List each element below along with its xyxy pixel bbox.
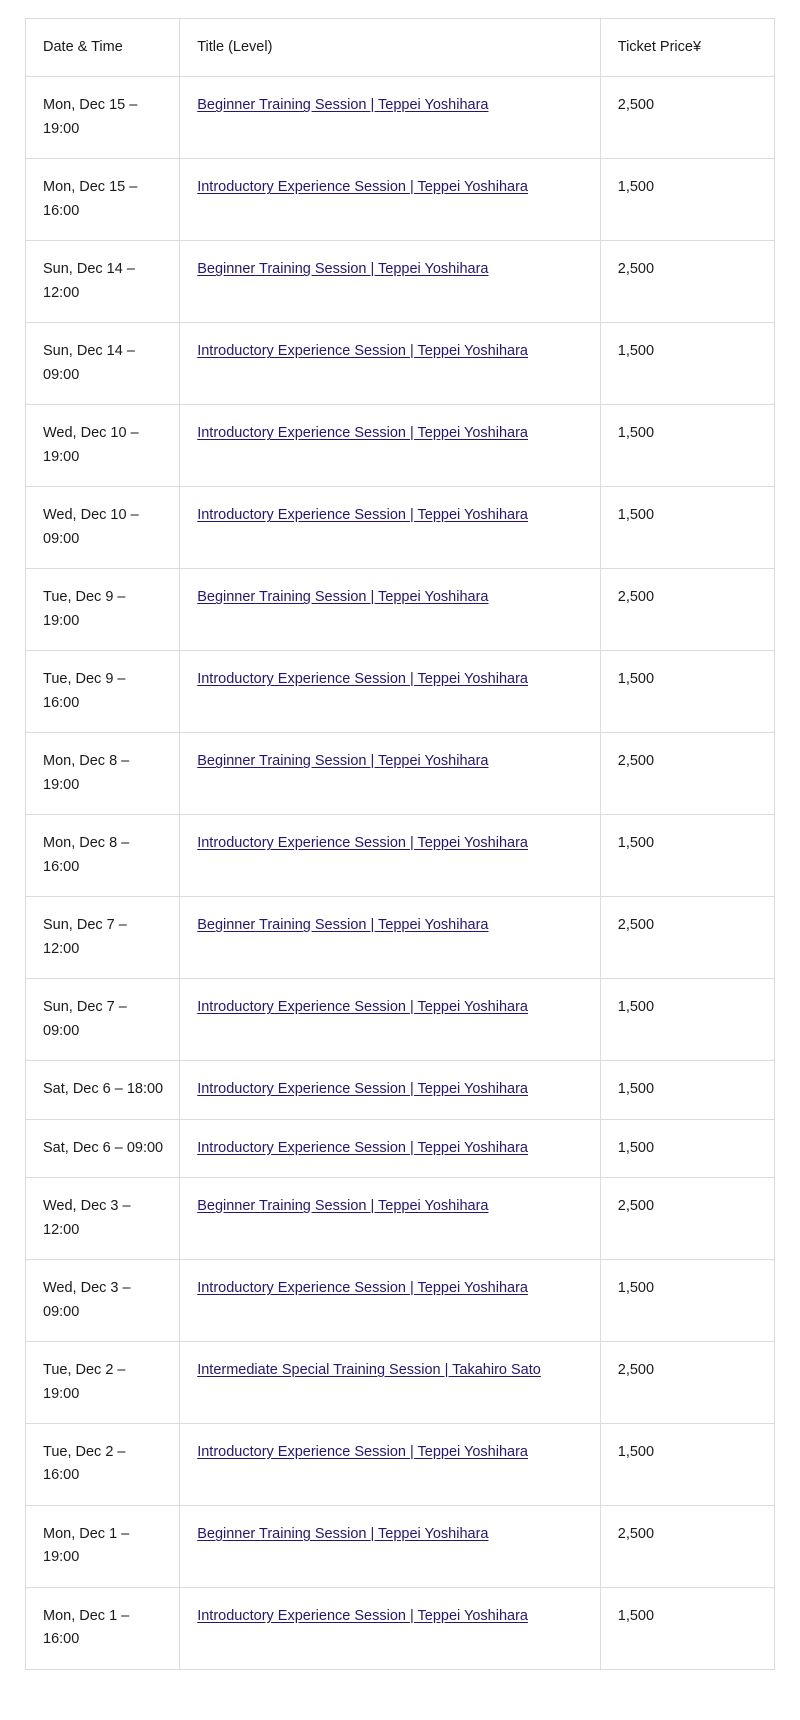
session-datetime: Wed, Dec 10 – 19:00 (26, 405, 180, 487)
session-datetime: Mon, Dec 1 – 19:00 (26, 1505, 180, 1587)
session-price: 2,500 (600, 241, 774, 323)
table-header-row (26, 19, 775, 77)
session-title-link[interactable]: Beginner Training Session | Teppei Yoshihara (197, 97, 489, 114)
table-row (26, 77, 775, 159)
session-title-link[interactable]: Introductory Experience Session | Teppei Yoshihara (197, 999, 528, 1016)
session-title-cell (180, 1342, 601, 1424)
session-price: 2,500 (600, 1178, 774, 1260)
session-title-cell (180, 1587, 601, 1669)
session-title-cell (180, 569, 601, 651)
session-datetime: Sun, Dec 14 – 09:00 (26, 323, 180, 405)
table-row (26, 1423, 775, 1505)
table-row (26, 1061, 775, 1119)
table-row (26, 815, 775, 897)
session-datetime: Mon, Dec 8 – 19:00 (26, 733, 180, 815)
session-price: 1,500 (600, 1587, 774, 1669)
session-price: 1,500 (600, 1423, 774, 1505)
session-title-link[interactable]: Introductory Experience Session | Teppei Yoshihara (197, 343, 528, 360)
session-schedule-table (25, 18, 775, 1670)
session-title-cell (180, 651, 601, 733)
session-datetime: Tue, Dec 9 – 19:00 (26, 569, 180, 651)
table-row (26, 1260, 775, 1342)
session-datetime: Tue, Dec 2 – 16:00 (26, 1423, 180, 1505)
session-datetime: Sun, Dec 7 – 12:00 (26, 897, 180, 979)
table-row (26, 1587, 775, 1669)
session-datetime: Wed, Dec 3 – 09:00 (26, 1260, 180, 1342)
session-datetime: Wed, Dec 3 – 12:00 (26, 1178, 180, 1260)
session-price: 1,500 (600, 405, 774, 487)
session-datetime: Sun, Dec 7 – 09:00 (26, 979, 180, 1061)
session-title-link[interactable]: Beginner Training Session | Teppei Yoshihara (197, 753, 489, 770)
session-title-link[interactable]: Beginner Training Session | Teppei Yoshihara (197, 917, 489, 934)
table-header (26, 19, 775, 77)
session-title-cell (180, 77, 601, 159)
session-title-link[interactable]: Introductory Experience Session | Teppei Yoshihara (197, 1443, 528, 1460)
column-header-datetime: Date & Time (26, 19, 180, 77)
table-row (26, 651, 775, 733)
session-title-link[interactable]: Beginner Training Session | Teppei Yoshihara (197, 261, 489, 278)
table-row (26, 487, 775, 569)
session-datetime: Mon, Dec 15 – 19:00 (26, 77, 180, 159)
session-title-cell (180, 1423, 601, 1505)
session-datetime: Wed, Dec 10 – 09:00 (26, 487, 180, 569)
session-price: 2,500 (600, 569, 774, 651)
session-title-cell (180, 1505, 601, 1587)
table-row (26, 897, 775, 979)
session-datetime: Mon, Dec 1 – 16:00 (26, 1587, 180, 1669)
session-price: 2,500 (600, 1342, 774, 1424)
session-price: 1,500 (600, 487, 774, 569)
session-datetime: Tue, Dec 9 – 16:00 (26, 651, 180, 733)
session-title-link[interactable]: Beginner Training Session | Teppei Yoshihara (197, 589, 489, 606)
table-row (26, 405, 775, 487)
session-price: 1,500 (600, 651, 774, 733)
session-title-link[interactable]: Introductory Experience Session | Teppei Yoshihara (197, 1280, 528, 1297)
table-row (26, 241, 775, 323)
session-price: 1,500 (600, 979, 774, 1061)
table-row (26, 159, 775, 241)
session-title-cell (180, 1178, 601, 1260)
session-price: 1,500 (600, 159, 774, 241)
session-price: 2,500 (600, 1505, 774, 1587)
session-title-link[interactable]: Introductory Experience Session | Teppei Yoshihara (197, 671, 528, 688)
session-title-link[interactable]: Beginner Training Session | Teppei Yoshihara (197, 1198, 489, 1215)
session-price: 1,500 (600, 815, 774, 897)
session-datetime: Tue, Dec 2 – 19:00 (26, 1342, 180, 1424)
session-datetime: Mon, Dec 8 – 16:00 (26, 815, 180, 897)
session-title-link[interactable]: Beginner Training Session | Teppei Yoshihara (197, 1525, 489, 1542)
session-title-cell (180, 1260, 601, 1342)
session-title-cell (180, 815, 601, 897)
table-row (26, 569, 775, 651)
session-title-cell (180, 979, 601, 1061)
session-title-link[interactable]: Introductory Experience Session | Teppei Yoshihara (197, 835, 528, 852)
column-header-price: Ticket Price¥ (600, 19, 774, 77)
session-price: 2,500 (600, 733, 774, 815)
session-title-cell (180, 733, 601, 815)
session-title-cell (180, 323, 601, 405)
table-row (26, 323, 775, 405)
table-row (26, 1119, 775, 1177)
session-title-cell (180, 897, 601, 979)
session-datetime: Sun, Dec 14 – 12:00 (26, 241, 180, 323)
session-title-link[interactable]: Introductory Experience Session | Teppei Yoshihara (197, 507, 528, 524)
column-header-title: Title (Level) (180, 19, 601, 77)
session-title-cell (180, 1061, 601, 1119)
session-title-cell (180, 241, 601, 323)
session-price: 2,500 (600, 77, 774, 159)
table-row (26, 979, 775, 1061)
session-title-link[interactable]: Introductory Experience Session | Teppei Yoshihara (197, 1607, 528, 1624)
session-title-cell (180, 487, 601, 569)
table-row (26, 1342, 775, 1424)
session-title-cell (180, 405, 601, 487)
session-price: 1,500 (600, 323, 774, 405)
session-title-link[interactable]: Introductory Experience Session | Teppei Yoshihara (197, 179, 528, 196)
session-title-cell (180, 159, 601, 241)
session-price: 1,500 (600, 1260, 774, 1342)
table-row (26, 1178, 775, 1260)
table-row (26, 1505, 775, 1587)
session-title-link[interactable]: Introductory Experience Session | Teppei Yoshihara (197, 1139, 528, 1156)
session-datetime: Mon, Dec 15 – 16:00 (26, 159, 180, 241)
session-price: 2,500 (600, 897, 774, 979)
session-price: 1,500 (600, 1061, 774, 1119)
session-title-link[interactable]: Introductory Experience Session | Teppei Yoshihara (197, 425, 528, 442)
session-price: 1,500 (600, 1119, 774, 1177)
session-datetime: Sat, Dec 6 – 09:00 (26, 1119, 180, 1177)
table-row (26, 733, 775, 815)
table-body (26, 77, 775, 1669)
session-title-link[interactable]: Introductory Experience Session | Teppei Yoshihara (197, 1081, 528, 1098)
session-title-link[interactable]: Intermediate Special Training Session | Takahiro Sato (197, 1362, 541, 1379)
session-title-cell (180, 1119, 601, 1177)
session-datetime: Sat, Dec 6 – 18:00 (26, 1061, 180, 1119)
